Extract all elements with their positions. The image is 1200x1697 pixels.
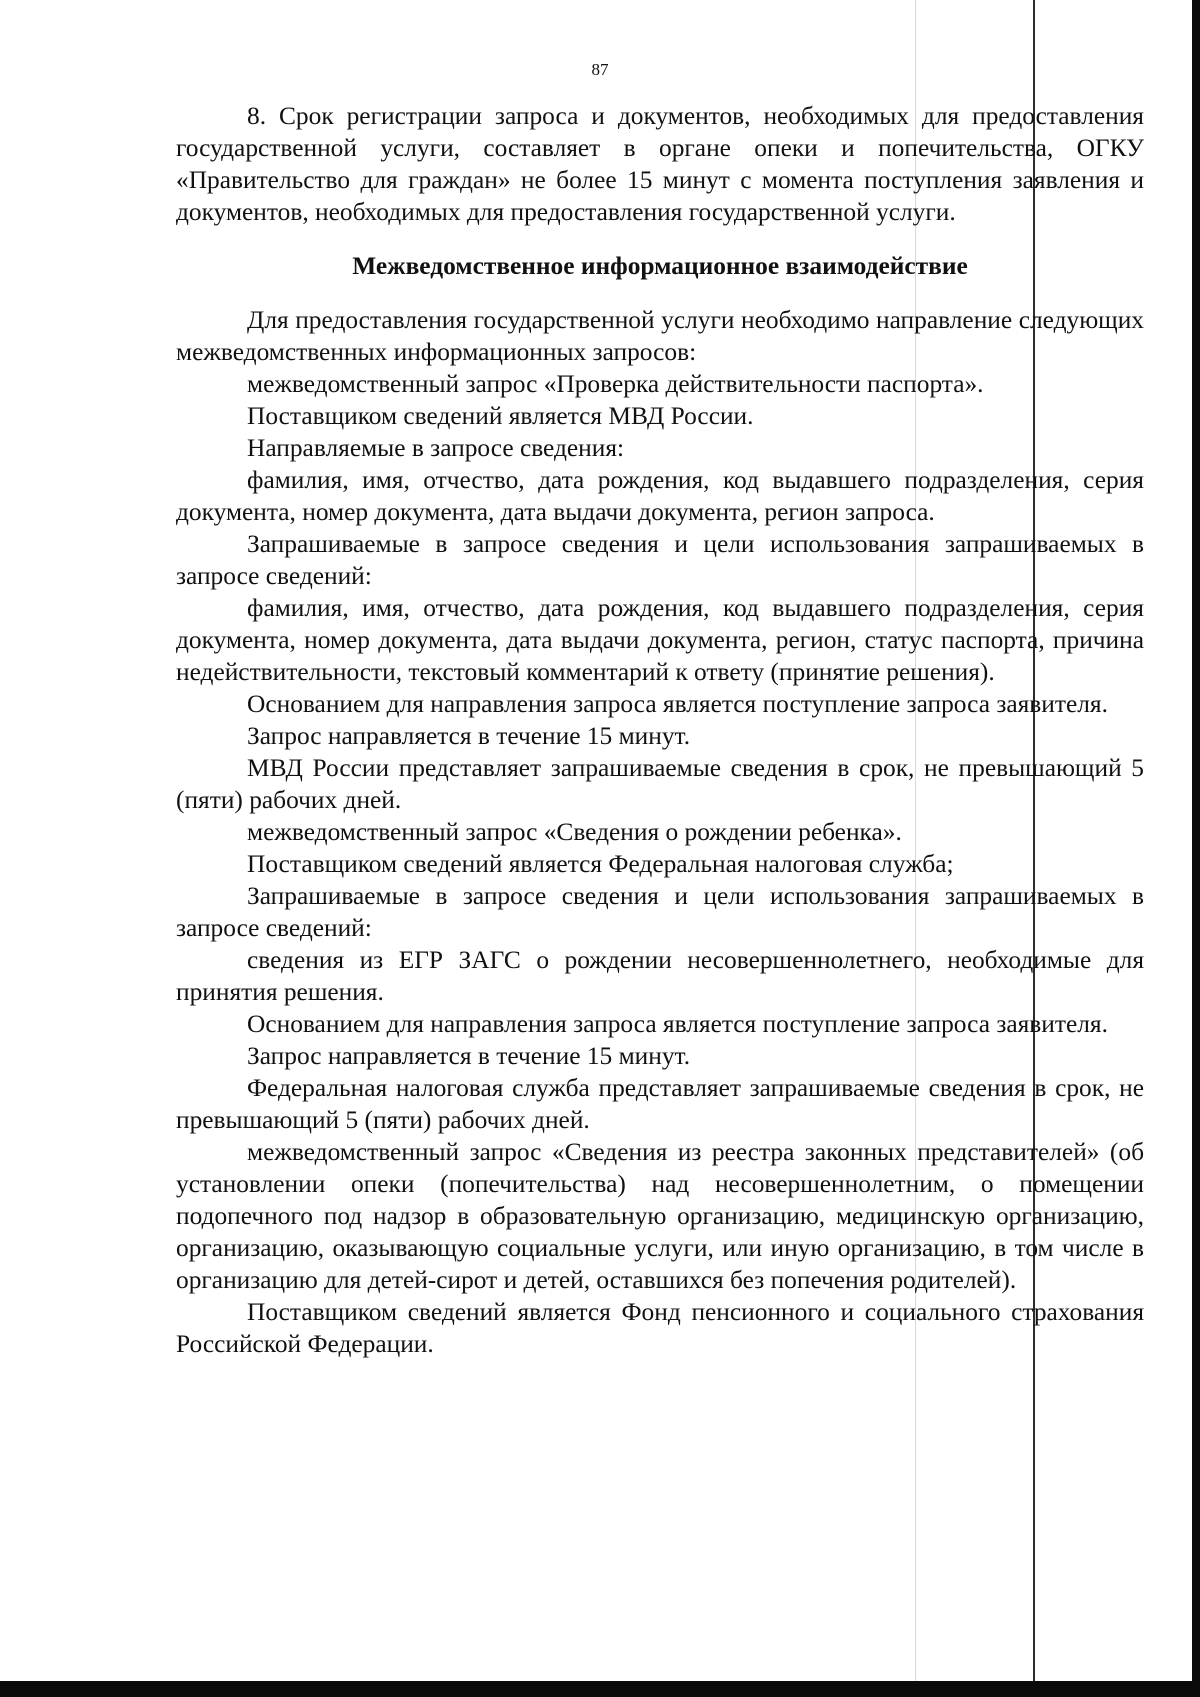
paragraph: фамилия, имя, отчество, дата рождения, код выдавшего подразделения, серия документа, номер документа, дата выдачи документа, регион, статус паспорта, причина недействительности, текстовый комментарий к ответу (принятие решения). <box>176 594 1144 686</box>
paragraph: 8. Срок регистрации запроса и документов, необходимых для предоставления государственной услуги, составляет в органе опеки и попечительства, ОГКУ «Правительство для граждан» не более 15 минут с момента поступления заявления и документов, необходимых для предоставления государственной услуги. <box>176 102 1144 226</box>
paragraph: Направляемые в запросе сведения: <box>247 434 625 462</box>
paragraph: Основанием для направления запроса является поступление запроса заявителя. <box>247 690 1108 718</box>
paragraph: межведомственный запрос «Проверка действительности паспорта». <box>247 370 984 398</box>
paragraph: Запрашиваемые в запросе сведения и цели использования запрашиваемых в запросе сведений: <box>176 530 1144 590</box>
document-body <box>176 100 1144 1360</box>
paragraph: Основанием для направления запроса является поступление запроса заявителя. <box>247 1010 1108 1038</box>
section-heading: Межведомственное информационное взаимодействие <box>352 252 968 280</box>
paragraph: фамилия, имя, отчество, дата рождения, код выдавшего подразделения, серия документа, номер документа, дата выдачи документа, регион запроса. <box>176 466 1144 526</box>
paragraph: межведомственный запрос «Сведения из реестра законных представителей» (об установлении опеки (попечительства) над несовершеннолетним, о помещении подопечного под надзор в образовательную организацию, медицинскую организацию, организацию, оказывающую социальные услуги, или иную организацию, в том числе в организацию для детей-сирот и детей, оставшихся без попечения родителей). <box>176 1138 1144 1294</box>
paragraph: Запрос направляется в течение 15 минут. <box>247 1042 691 1070</box>
paragraph: сведения из ЕГР ЗАГС о рождении несовершеннолетнего, необходимые для принятия решения. <box>176 946 1144 1006</box>
paragraph: Запрашиваемые в запросе сведения и цели использования запрашиваемых в запросе сведений: <box>176 882 1144 942</box>
paragraph: МВД России представляет запрашиваемые сведения в срок, не превышающий 5 (пяти) рабочих дней. <box>176 754 1144 814</box>
paragraph: Поставщиком сведений является Федеральная налоговая служба; <box>247 850 954 878</box>
page-number: 87 <box>591 60 609 79</box>
paragraph: Для предоставления государственной услуги необходимо направление следующих межведомственных информационных запросов: <box>176 306 1144 366</box>
paragraph: Запрос направляется в течение 15 минут. <box>247 722 691 750</box>
scan-border-right <box>1192 0 1200 1697</box>
paragraph: Поставщиком сведений является Фонд пенсионного и социального страхования Российской Федерации. <box>176 1298 1144 1358</box>
paragraph: Поставщиком сведений является МВД России. <box>247 402 754 430</box>
paragraph: межведомственный запрос «Сведения о рождении ребенка». <box>247 818 902 846</box>
paragraph: Федеральная налоговая служба представляет запрашиваемые сведения в срок, не превышающий 5 (пяти) рабочих дней. <box>176 1074 1144 1134</box>
scan-border-bottom <box>0 1681 1200 1697</box>
